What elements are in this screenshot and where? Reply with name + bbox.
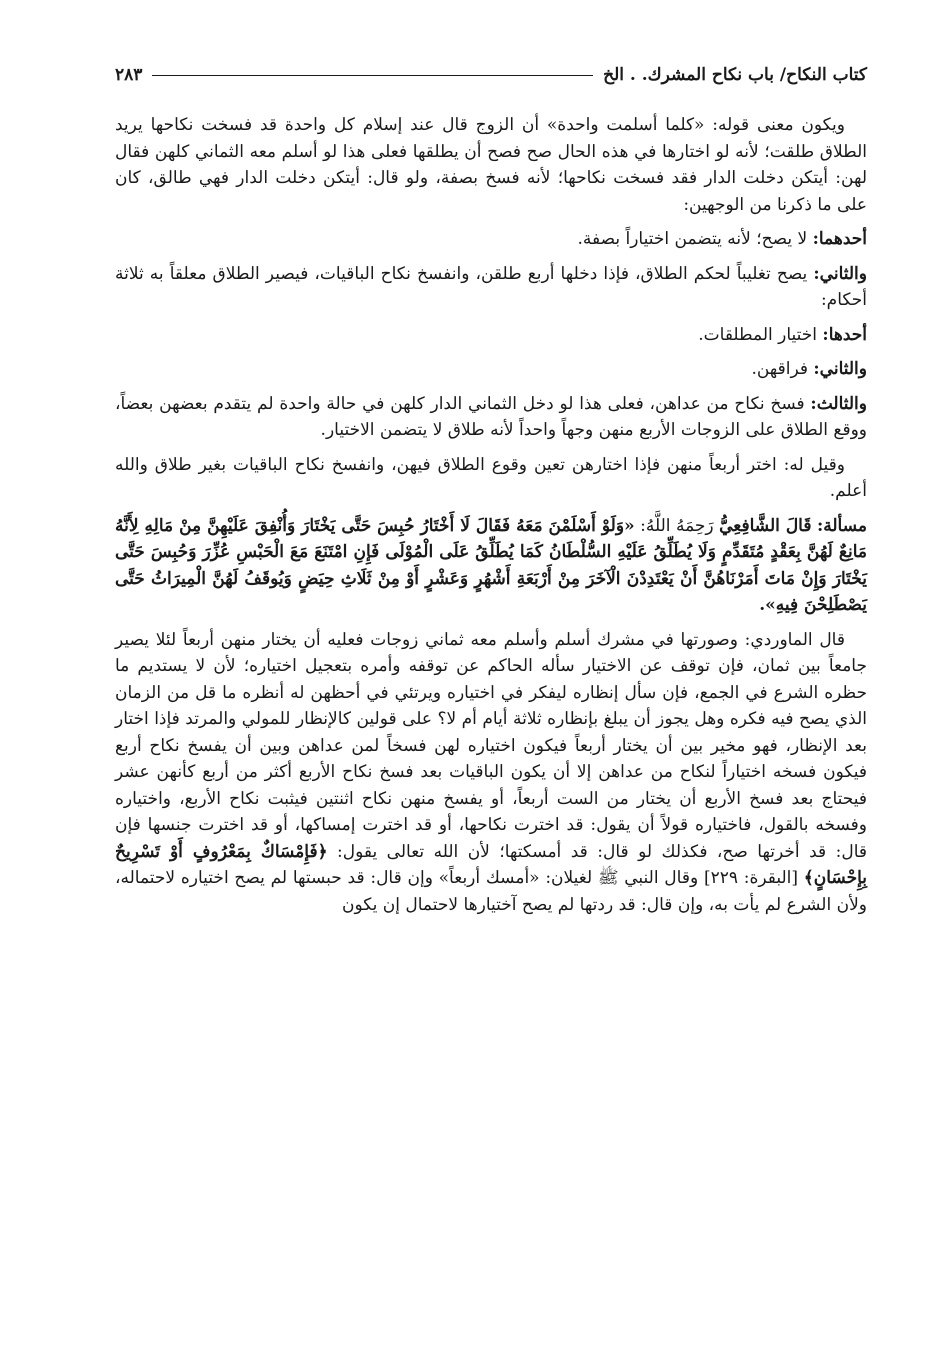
label-second: والثاني: bbox=[813, 263, 867, 284]
paragraph-1: ويكون معنى قوله: «كلما أسلمت واحدة» أن الزوج قال عند إسلام كل واحدة قد فسخت نكاحها يريد الطلاق طلقت؛ لأنه لو اختارها في هذه الحال صح فصح أن يطلقها فعلى هذا لو أسلم معه الثماني كلهن فقال لهن: أيتكن دخلت الدار فقد فسخت نكاحها؛ لأنه فسخ بصفة، ولو قال: أيتكن دخلت الدار فهي طالق، كان على ما ذكرنا من الوجهين: bbox=[115, 115, 867, 215]
text-ruling-3: فسخ نكاح من عداهن، فعلى هذا لو دخل الثماني الدار كلهن في حالة واحدة لم يتقدم بعضهن بعضاً، ووقع الطلاق على الزوجات الأربع منهن وجهاً واحداً لأنه طلاق لا يتضمن الاختيار. bbox=[115, 393, 867, 440]
label-ruling-1: أحدها: bbox=[822, 324, 867, 345]
commentary-text-2: وقال النبي ﷺ لغيلان: «أمسك أربعاً» وإن قال: قد حبستها لم يصح اختياره لاحتماله، ولأن الشرع لم يأت به، وإن قال: قد ردتها لم يصح آختيارها لاحتمال إن يكون bbox=[115, 868, 867, 915]
ruling-1 bbox=[115, 322, 867, 349]
ruling-3 bbox=[115, 391, 867, 444]
quran-verse: ﴿فَإِمْسَاكٌ بِمَعْرُوفٍ أَوْ تَسْرِيحٌ بِإِحْسَانٍ﴾ bbox=[115, 841, 868, 888]
paragraph-alternative: وقيل له: اختر أربعاً منهن فإذا اختارهن تعين وقوع الطلاق فيهن، وانفسخ نكاح الباقيات بغير طلاق والله أعلم. bbox=[115, 454, 867, 501]
page-number: ٢٨٣ bbox=[115, 65, 143, 85]
header-rule bbox=[152, 75, 593, 76]
label-first: أحدهما: bbox=[812, 229, 867, 249]
label-ruling-3: والثالث: bbox=[810, 393, 867, 414]
masala-text: «وَلَوْ أَسْلَمْنَ مَعَهُ فَقَالَ لَا أَخْتَارُ حُبِسَ حَتَّى يَخْتَارَ وَأُنْفِقَ عَلَيْهِنَّ مِنْ مَالِهِ لِأَنَّهُ مَانِعٌ لَهُنَّ بِعَقْدٍ مُتَقَدِّمٍ وَلَا يُطَلِّقُ عَلَيْهِ السُّلْطَانُ كَمَا يُطَلِّقُ عَلَى الْمُوْلَى فَإِنِ امْتَنَعَ مَعَ الْحَبْسِ عُزِّرَ وَحُبِسَ حَتَّى يَخْتَارَ وَإِنْ مَاتَ أَمَرْنَاهُنَّ أَنْ يَعْتَدِدْنَ الْآخَرَ مِنْ أَرْبَعَةِ أَشْهُرٍ وَعَشْرٍ أَوْ مِنْ ثَلَاثِ حِيَضٍ وَيُوقَفُ لَهُنَّ الْمِيرَاثُ حَتَّى يَصْطَلِحْنَ فِيهِ». bbox=[115, 515, 867, 615]
page-body bbox=[115, 112, 867, 926]
text-second: يصح تغليباً لحكم الطلاق، فإذا دخلها أربع طلقن، وانفسخ نكاح الباقيات، فيصير الطلاق معلقاً به ثلاثة أحكام: bbox=[115, 263, 867, 310]
running-header bbox=[115, 60, 867, 90]
text-ruling-2: فراقهن. bbox=[751, 359, 808, 379]
label-ruling-2: والثاني: bbox=[813, 359, 867, 379]
text-first: لا يصح؛ لأنه يتضمن اختياراً بصفة. bbox=[577, 229, 808, 249]
paragraph-first-view bbox=[115, 226, 867, 253]
ruling-2 bbox=[115, 356, 867, 383]
commentary-paragraph bbox=[115, 627, 867, 919]
masala-label: مسألة: bbox=[816, 515, 867, 536]
commentary-text-1: قال الماوردي: وصورتها في مشرك أسلم وأسلم معه ثماني زوجات فعليه أن يختار منهن أربعاً لئلا يصير جامعاً بين ثمان، فإن توقف عن الاختيار سأله الحاكم عن توقفه وأمره بتعجيل اختياره؛ لأن لا يستديم ما حظره الشرع في الجمع، فإن سأل إنظاره ليفكر في اختياره ويرتئي في أحظهن له أنظره ما قل من الزمان الذي يصح فيه فكره وهل يجوز أن يبلغ بإنظاره ثلاثة أيام أم لا؟ على قولين كالإنظار للمولي والمرتد فإذا اختار بعد الإنظار، فهو مخير بين أن يختار أربعاً فيكون اختياره لهن فسخاً لمن عداهن وبين أن يفسخ نكاح أربع فيكون فسخه اختياراً لنكاح من عداهن إلا أن يكون الباقيات بعد فسخ نكاح الأربع أكثر من أربع كأنهن عشر فيحتاج بعد فسخ الأربع أن يختار من الست أربعاً، أو يفسخ منهن نكاح اثنتين فيثبت نكاح الأربع، واختياره وفسخه بالقول، فاختياره قولاً أن يقول: قد اخترت نكاحها، أو قد اخترت إمساكها، أو قد اخترت جنسها فإن قال: قد أخرتها صح، فكذلك لو قال: قد أمسكتها؛ لأن الله تعالى يقول: bbox=[115, 629, 867, 862]
text-ruling-1: اختيار المطلقات. bbox=[698, 324, 818, 345]
verse-citation: [البقرة: ٢٢٩] bbox=[703, 868, 799, 888]
header-title: كتاب النكاح/ باب نكاح المشرك. . الخ bbox=[603, 65, 867, 85]
masala-paragraph bbox=[115, 513, 867, 619]
masala-rahimahu: رَحِمَهُ اللَّهُ: bbox=[640, 515, 714, 536]
paragraph-second-view bbox=[115, 261, 867, 314]
masala-author: قَالَ الشَّافِعِيُّ bbox=[719, 515, 812, 536]
